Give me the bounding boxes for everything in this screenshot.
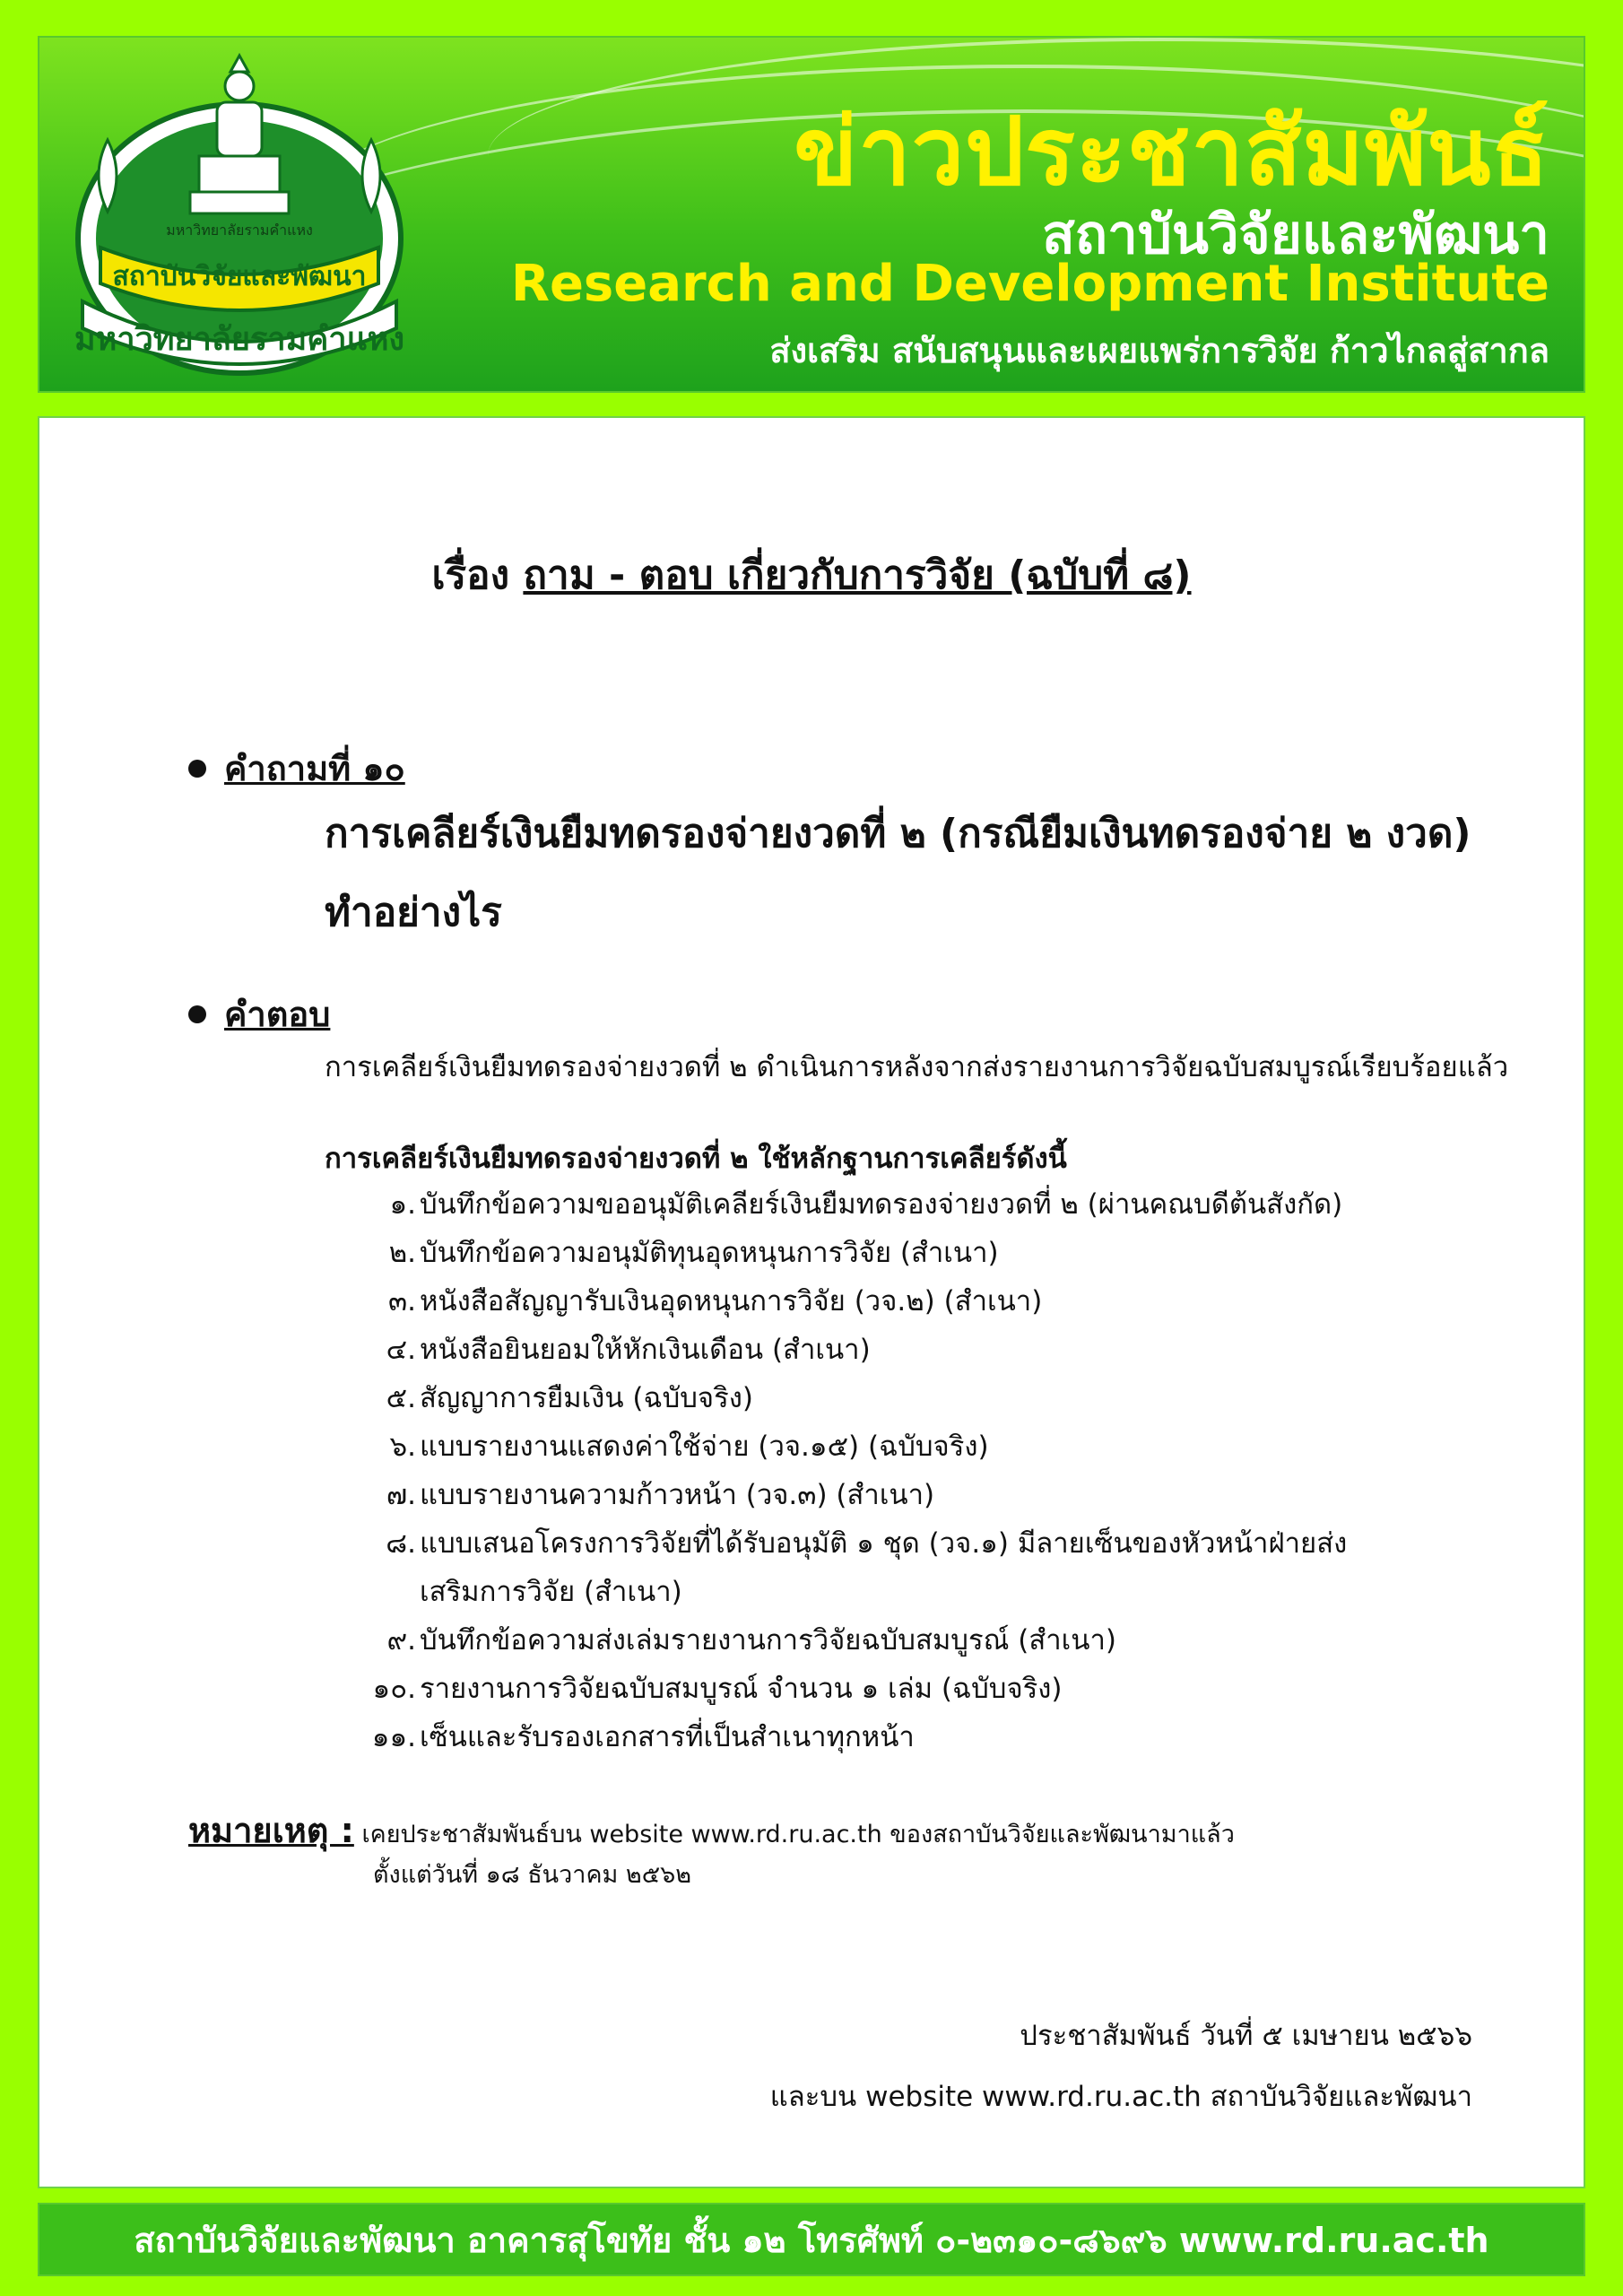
logo-base-text: มหาวิทยาลัยรามคำแหง	[74, 321, 405, 358]
note-text: เคยประชาสัมพันธ์บน website www.rd.ru.ac.th ของสถาบันวิจัยและพัฒนามาแล้ว	[361, 1821, 1235, 1848]
list-item: ๕. สัญญาการยืมเงิน (ฉบับจริง)	[386, 1382, 753, 1414]
header-institute-thai: สถาบันวิจัยและพัฒนา	[1042, 204, 1549, 266]
list-item: ๑๐. รายงานการวิจัยฉบับสมบูรณ์ จำนวน ๑ เล่ม (ฉบับจริง)	[372, 1673, 1063, 1705]
answer-label: คำตอบ	[224, 995, 331, 1034]
university-logo-icon	[65, 50, 414, 382]
list-item: ๓. หนังสือสัญญารับเงินอุดหนุนการวิจัย (วจ.๒) (สำเนา)	[387, 1285, 1043, 1318]
list-item: ๖. แบบรายงานแสดงค่าใช้จ่าย (วจ.๑๕) (ฉบับจริง)	[389, 1431, 989, 1463]
document-title	[39, 544, 1584, 606]
evidence-list	[362, 1180, 1492, 1761]
list-item: ๑. บันทึกข้อความขออนุมัติเคลียร์เงินยืมทดรองจ่ายงวดที่ ๒ (ผ่านคณบดีต้นสังกัด)	[389, 1188, 1343, 1221]
list-item: ๘. แบบเสนอโครงการวิจัยที่ได้รับอนุมัติ ๑ ชุด (วจ.๑) มีลายเซ็นของหัวหน้าฝ่ายส่งเสริมการวิจัย (สำเนา)	[386, 1527, 1348, 1608]
answer-paragraph: การเคลียร์เงินยืมทดรองจ่ายงวดที่ ๒ ดำเนินการหลังจากส่งรายงานการวิจัยฉบับสมบูรณ์เรียบร้อยแล้ว	[325, 1051, 1509, 1083]
logo-arc-text: มหาวิทยาลัยรามคำแหง	[166, 222, 313, 239]
note-line	[188, 1808, 1235, 1857]
answer-subheading: การเคลียร์เงินยืมทดรองจ่ายงวดที่ ๒ ใช้หลักฐานการเคลียร์ดังนี้	[325, 1143, 1067, 1175]
note-date: ตั้งแต่วันที่ ๑๘ ธันวาคม ๒๕๖๒	[373, 1861, 692, 1889]
header-title: ข่าวประชาสัมพันธ์	[794, 97, 1549, 206]
question-text: การเคลียร์เงินยืมทดรองจ่ายงวดที่ ๒ (กรณียืมเงินทดรองจ่าย ๒ งวด) ทำอย่างไร	[325, 811, 1471, 935]
publish-website: และบน website www.rd.ru.ac.th สถาบันวิจัยและพัฒนา	[769, 2081, 1472, 2113]
question-label: คำถามที่ ๑๐	[224, 749, 405, 788]
title-prefix: เรื่อง	[431, 552, 510, 598]
header-institute-english: Research and Development Institute	[510, 255, 1549, 313]
title-subject: ถาม - ตอบ เกี่ยวกับการวิจัย (ฉบับที่ ๘)	[523, 552, 1192, 598]
bullet-icon	[188, 760, 206, 778]
list-item: ๑๑. เซ็นและรับรองเอกสารที่เป็นสำเนาทุกหน้า	[371, 1721, 915, 1753]
list-item: ๒. บันทึกข้อความอนุมัติทุนอุดหนุนการวิจัย (สำเนา)	[388, 1237, 999, 1269]
question-heading	[188, 741, 405, 796]
list-item: ๙. บันทึกข้อความส่งเล่มรายงานการวิจัยฉบับสมบูรณ์ (สำเนา)	[386, 1624, 1116, 1657]
header-slogan: ส่งเสริม สนับสนุนและเผยแพร่การวิจัย ก้าวไกลสู่สากล	[769, 331, 1549, 370]
answer-heading	[188, 987, 330, 1041]
note-label: หมายเหตุ :	[188, 1811, 354, 1850]
header-banner	[38, 36, 1585, 393]
footer-contact-bar	[38, 2203, 1585, 2276]
logo-ribbon-text: สถาบันวิจัยและพัฒนา	[112, 261, 367, 292]
content-panel	[38, 416, 1585, 2188]
publish-date: ประชาสัมพันธ์ วันที่ ๕ เมษายน ๒๕๖๖	[1020, 2020, 1472, 2052]
list-item: ๔. หนังสือยินยอมให้หักเงินเดือน (สำเนา)	[386, 1334, 871, 1366]
footer-contact: สถาบันวิจัยและพัฒนา อาคารสุโขทัย ชั้น ๑๒ โทรศัพท์ ๐-๒๓๑๐-๘๖๙๖ www.rd.ru.ac.th	[134, 2220, 1489, 2260]
bullet-icon	[188, 1005, 206, 1023]
list-item: ๗. แบบรายงานความก้าวหน้า (วจ.๓) (สำเนา)	[386, 1479, 935, 1511]
